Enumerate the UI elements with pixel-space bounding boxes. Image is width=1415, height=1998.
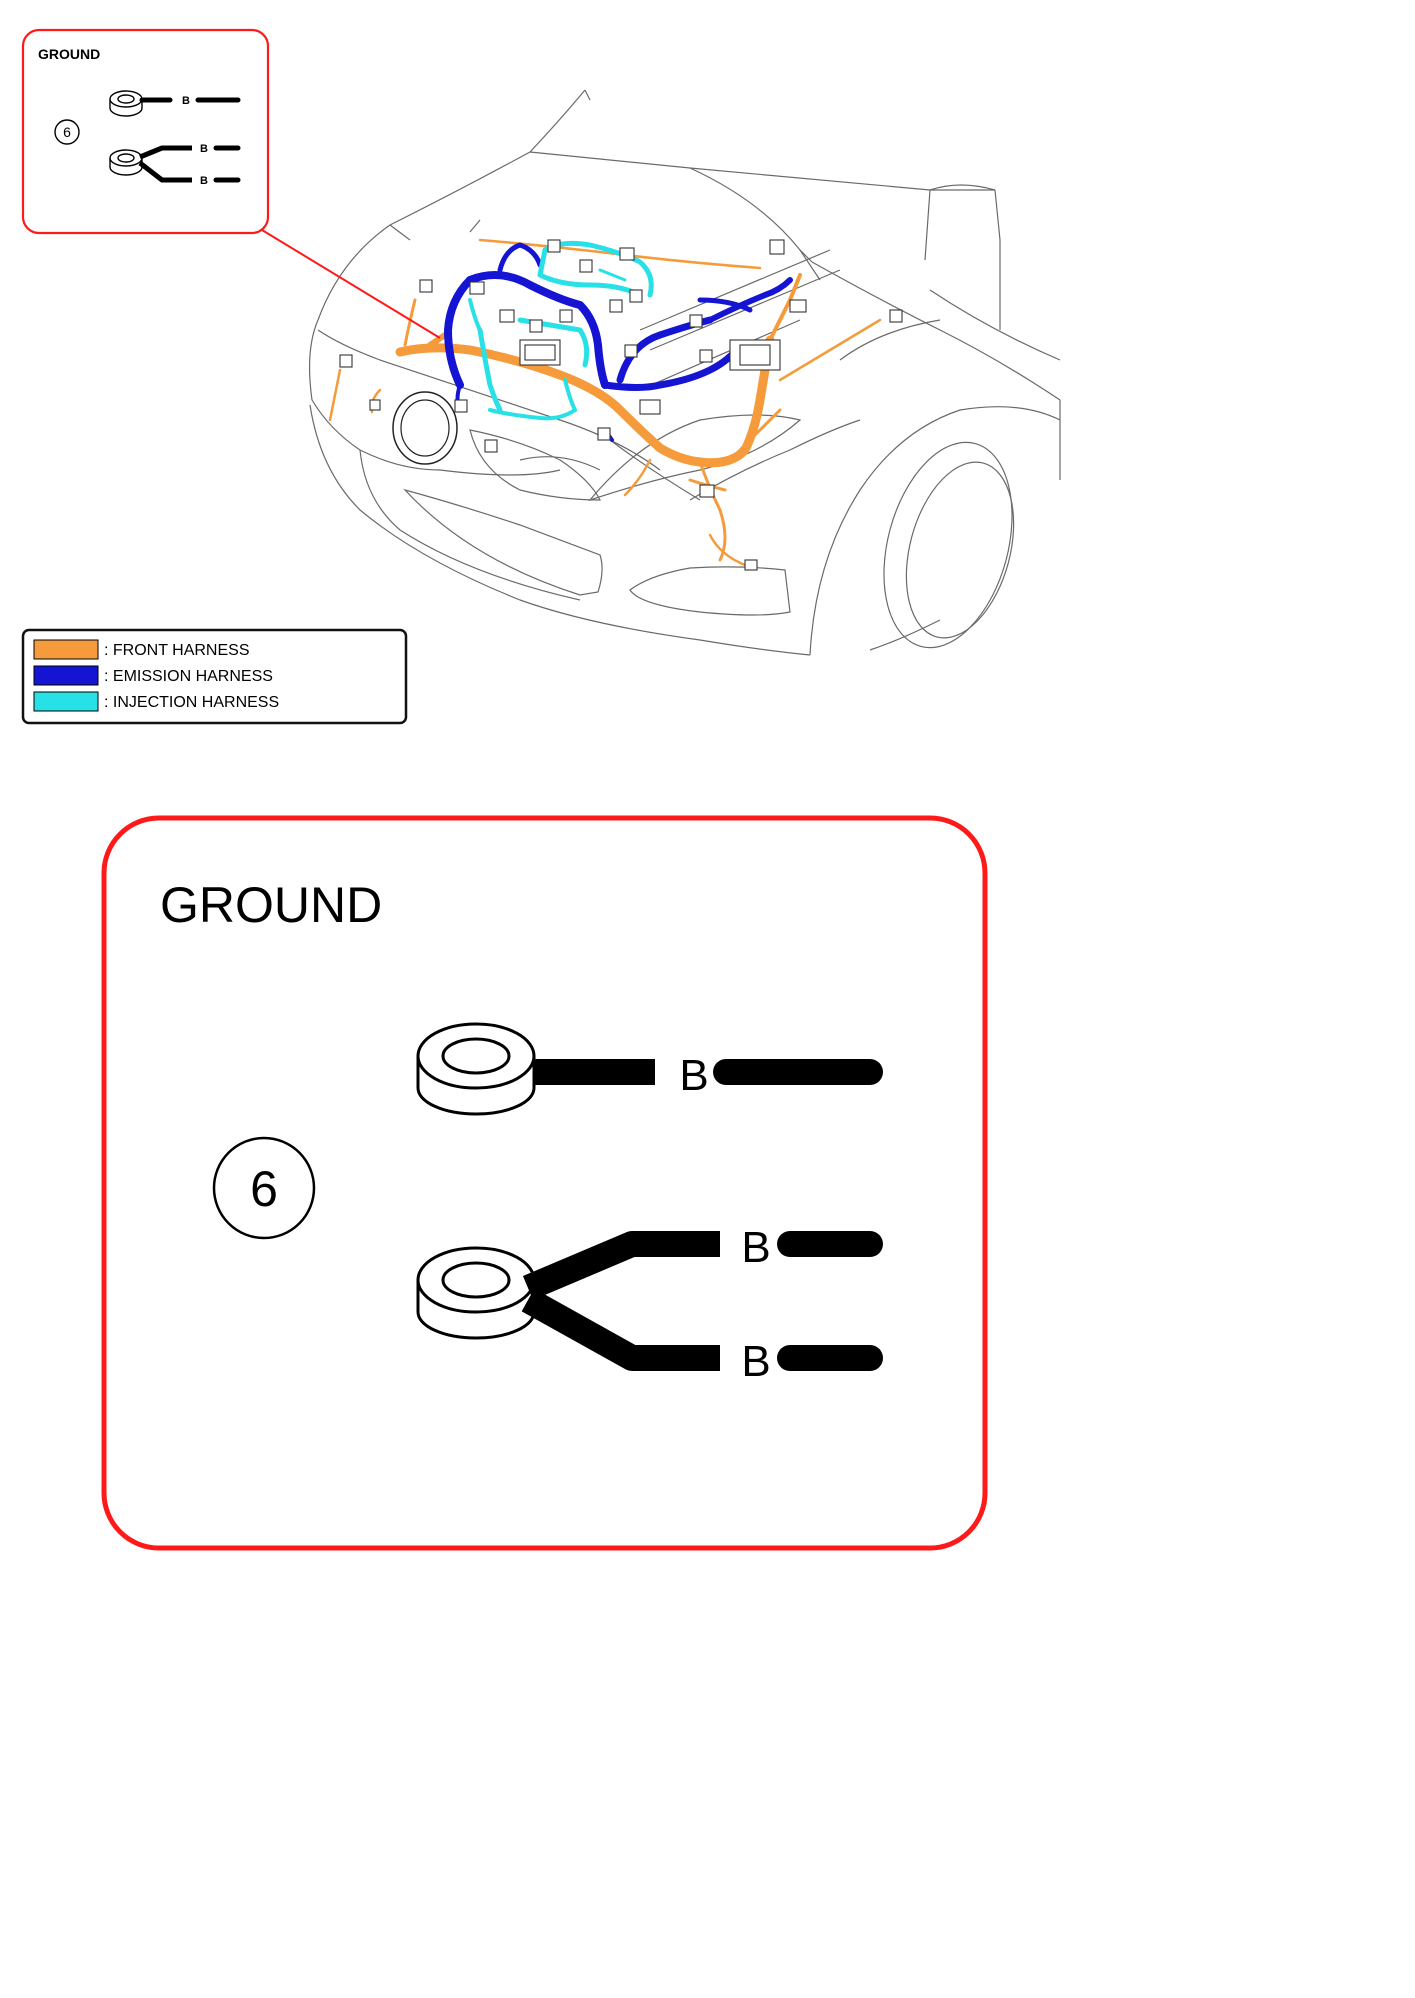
large-callout-title: GROUND — [160, 877, 383, 933]
legend-swatch-front — [34, 640, 98, 659]
small-single-wire-label: B — [182, 95, 190, 107]
legend-swatch-emission — [34, 666, 98, 685]
large-double-ring-terminal-icon — [418, 1248, 534, 1338]
small-ground-callout — [23, 30, 268, 233]
callout-leader-line — [262, 230, 440, 338]
front-harness — [330, 240, 880, 565]
legend-label-emission: : EMISSION HARNESS — [104, 668, 273, 685]
legend-swatch-injection — [34, 692, 98, 711]
harness-legend — [23, 630, 406, 723]
small-double-wire-label-2: B — [200, 175, 208, 187]
large-double-wire-label-1: B — [741, 1223, 771, 1272]
small-callout-title: GROUND — [38, 46, 101, 62]
large-ground-callout — [104, 818, 985, 1548]
large-double-wire-label-2: B — [741, 1337, 771, 1386]
legend-label-front: : FRONT HARNESS — [104, 642, 250, 659]
legend-label-injection: : INJECTION HARNESS — [104, 694, 280, 711]
small-ground-number: 6 — [63, 124, 71, 140]
large-single-ring-terminal-icon — [418, 1024, 534, 1114]
large-single-wire-label: B — [679, 1051, 709, 1100]
small-double-wire-label-1: B — [200, 143, 208, 155]
large-ground-number: 6 — [250, 1161, 278, 1217]
injection-harness — [470, 243, 651, 418]
small-single-ring-terminal-icon — [110, 91, 142, 116]
small-double-ring-terminal-icon — [110, 150, 142, 175]
